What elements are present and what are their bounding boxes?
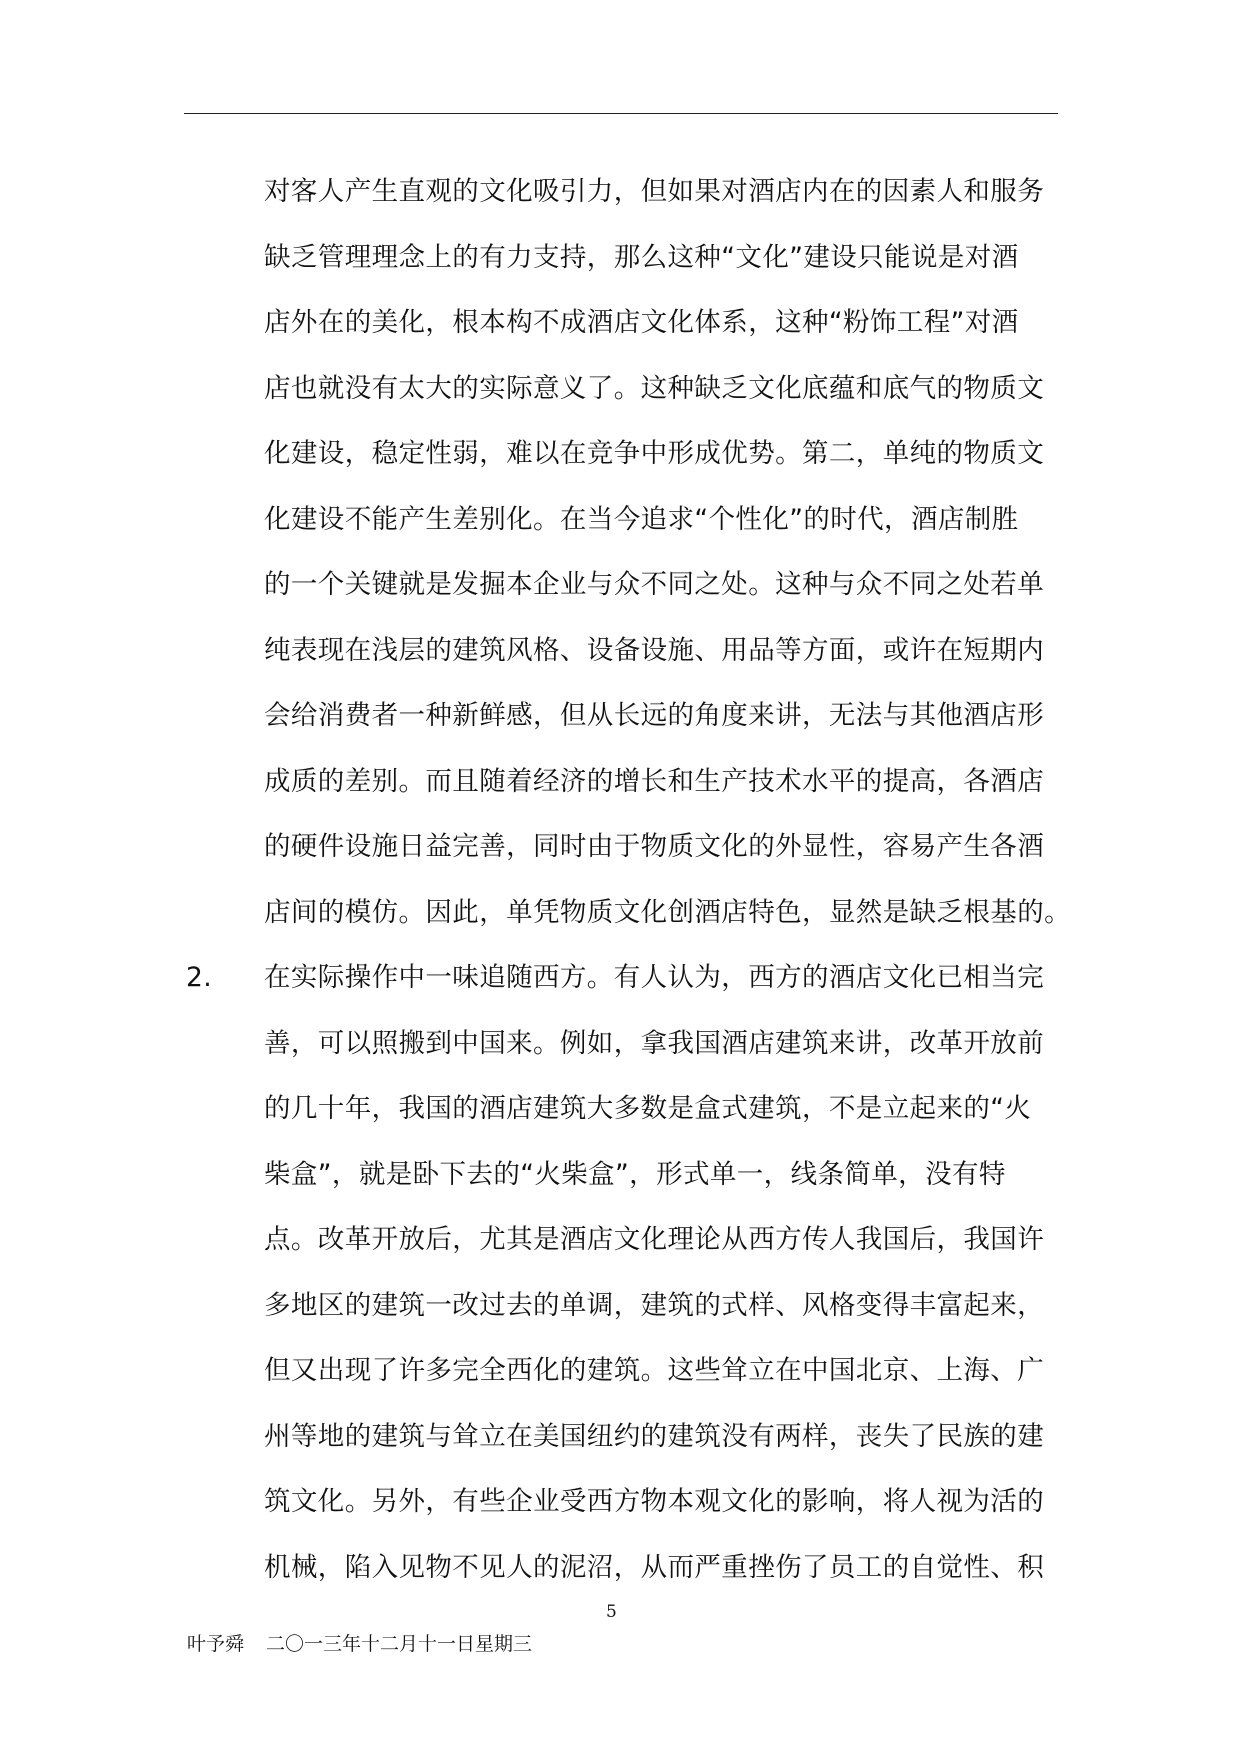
text-line: 但又出现了许多完全西化的建筑。这些耸立在中国北京、上海、广	[264, 1355, 1045, 1386]
list-item-2	[186, 945, 1064, 1011]
text-line: 柴盒”，就是卧下去的“火柴盒”，形式单一，线条简单，没有特	[264, 1158, 1006, 1190]
text-line: 化建设，稳定性弱，难以在竞争中形成优势。第二，单纯的物质文	[264, 438, 1045, 469]
text-line: 州等地的建筑与耸立在美国纽约的建筑没有两样，丧失了民族的建	[264, 1420, 1045, 1452]
text-line: 点。改革开放后，尤其是酒店文化理论从西方传人我国后，我国许	[264, 1224, 1045, 1255]
text-line: 对客人产生直观的文化吸引力，但如果对酒店内在的因素人和服务	[264, 176, 1045, 207]
list-item-number: 2.	[186, 962, 213, 993]
text-line: 会给消费者一种新鲜感，但从长远的角度来讲，无法与其他酒店形	[264, 700, 1045, 731]
text-line: 善，可以照搬到中国来。例如，拿我国酒店建筑来讲，改革开放前	[264, 1027, 1045, 1059]
text-line: 在实际操作中一味追随西方。有人认为，西方的酒店文化已相当完	[264, 962, 1045, 993]
text-line: 的几十年，我国的酒店建筑大多数是盒式建筑，不是立起来的“火	[264, 1093, 1032, 1124]
text-line: 成质的差别。而且随着经济的增长和生产技术水平的提高，各酒店	[264, 765, 1045, 797]
text-line: 化建设不能产生差别化。在当今追求“个性化”的时代，酒店制胜	[264, 503, 1019, 535]
page-number: 5	[606, 1602, 617, 1622]
footer-author: 叶予舜	[187, 1633, 245, 1655]
text-line: 缺乏管理理念上的有力支持，那么这种“文化”建设只能说是对酒	[264, 241, 1019, 273]
text-line: 店间的模仿。因此，单凭物质文化创酒店特色，显然是缺乏根基的。	[264, 896, 1071, 928]
text-line: 筑文化。另外，有些企业受西方物本观文化的影响，将人视为活的	[264, 1486, 1045, 1517]
text-line: 的一个关键就是发掘本企业与众不同之处。这种与众不同之处若单	[264, 569, 1045, 600]
text-line: 的硬件设施日益完善，同时由于物质文化的外显性，容易产生各酒	[264, 831, 1045, 862]
body-text	[186, 159, 1071, 1600]
header-rule	[184, 113, 1058, 114]
text-line: 纯表现在浅层的建筑风格、设备设施、用品等方面，或许在短期内	[264, 634, 1045, 666]
text-line: 多地区的建筑一改过去的单调，建筑的式样、风格变得丰富起来，	[264, 1289, 1045, 1321]
text-line: 机械，陷入见物不见人的泥沼，从而严重挫伤了员工的自觉性、积	[264, 1551, 1045, 1583]
text-line: 店也就没有太大的实际意义了。这种缺乏文化底蕴和底气的物质文	[264, 372, 1045, 404]
text-line: 店外在的美化，根本构不成酒店文化体系，这种“粉饰工程”对酒	[264, 307, 1019, 338]
footer	[187, 1629, 532, 1656]
footer-date: 二〇一三年十二月十一日星期三	[266, 1633, 533, 1655]
